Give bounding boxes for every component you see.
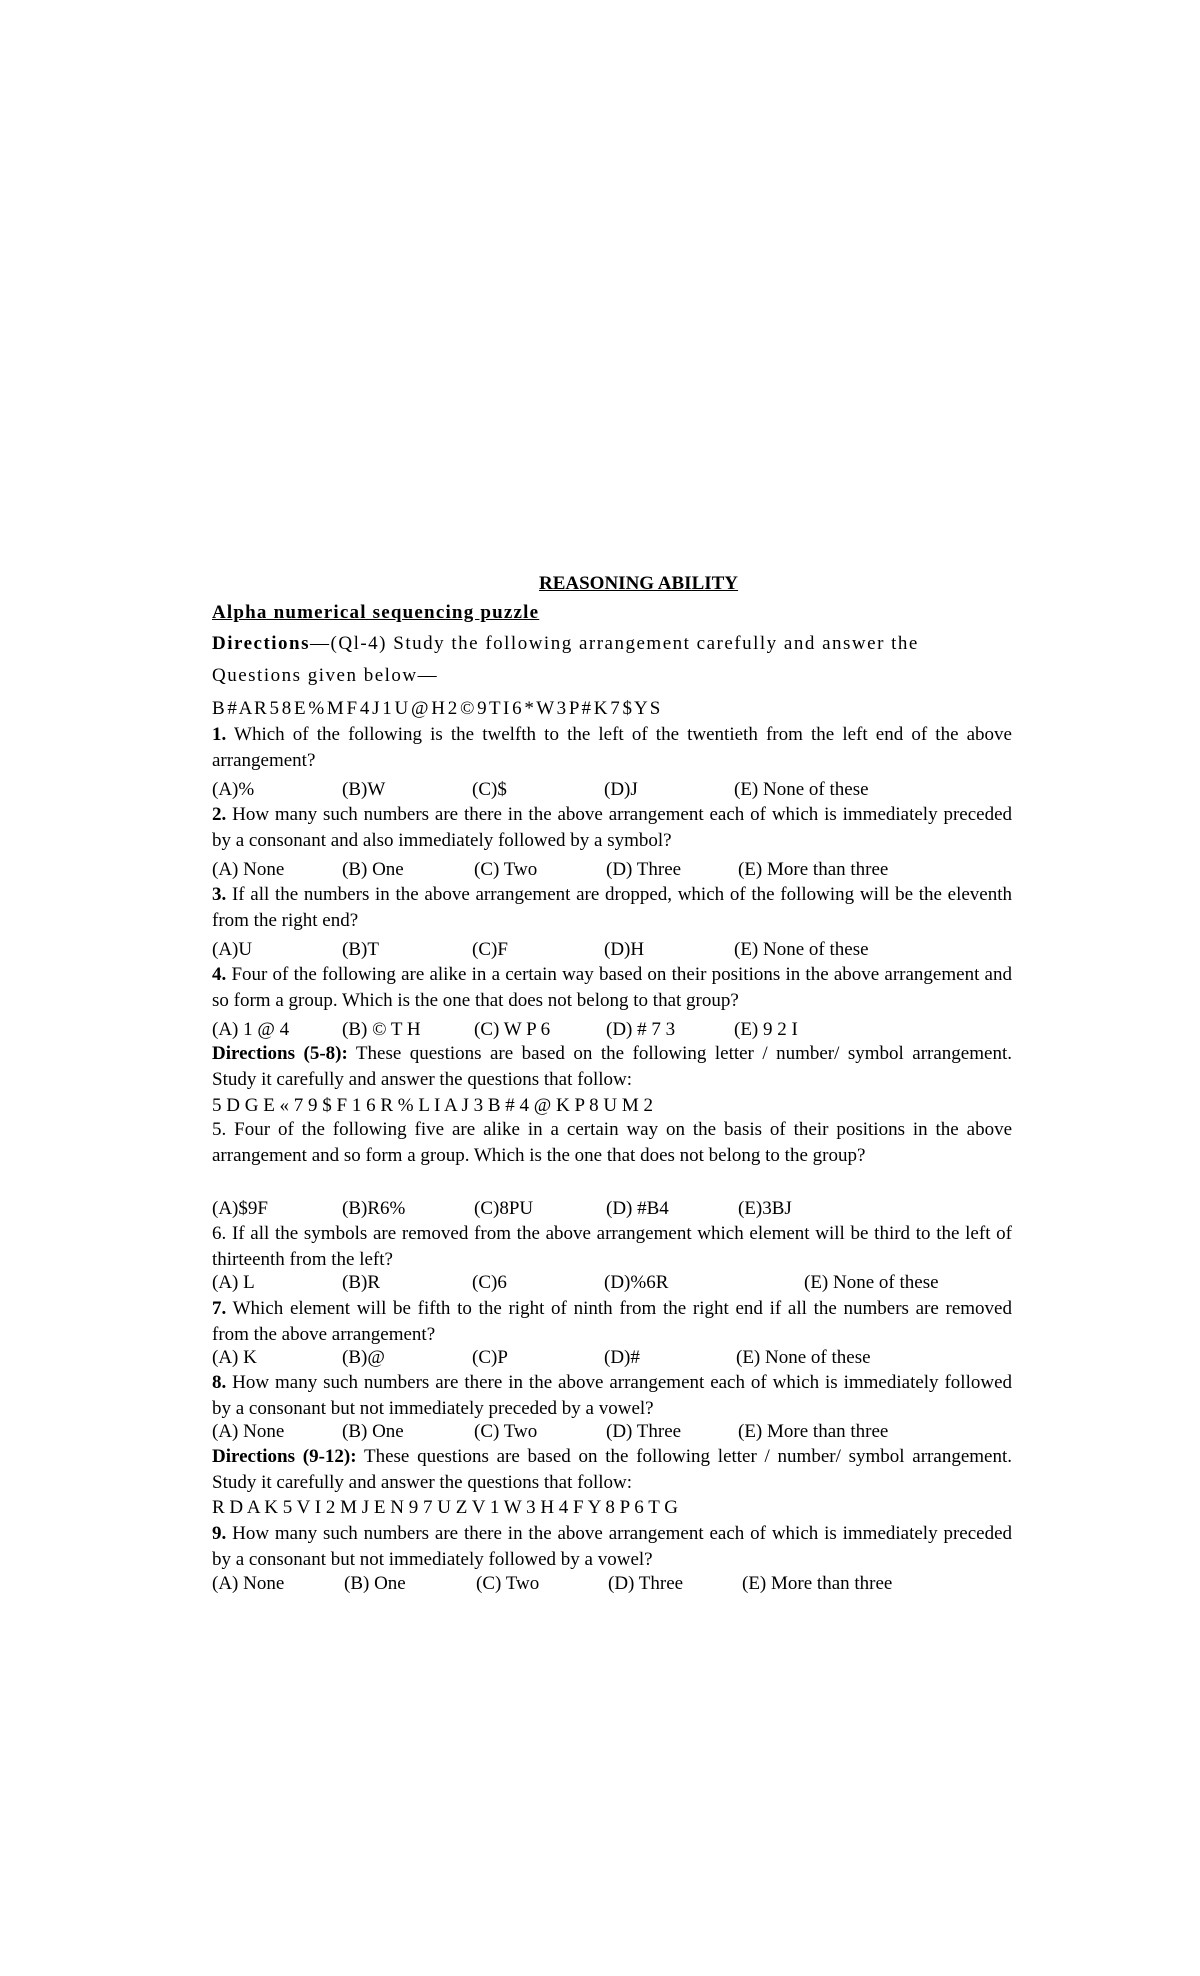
option-b: (B) One [342, 859, 404, 880]
question-number: 6. [212, 1223, 227, 1244]
option-e: (E)3BJ [738, 1198, 792, 1219]
question-number: 8. [212, 1372, 227, 1393]
option-d: (D)%6R [604, 1272, 669, 1293]
question-number: 5. [212, 1119, 227, 1140]
option-d: (D) Three [606, 1421, 682, 1442]
option-c: (C) Two [474, 859, 538, 880]
option-a: (A)U [212, 939, 253, 960]
directions-label: Directions (9-12): [212, 1446, 357, 1467]
option-e: (E) More than three [742, 1573, 893, 1594]
question-text: How many such numbers are there in the above arrangement each of which is immediately preceded by a consonant and also immediately followed by a symbol? [212, 804, 1012, 851]
option-b: (B)T [342, 939, 379, 960]
option-c: (C)P [472, 1347, 508, 1368]
option-d: (D)J [604, 779, 638, 800]
question-4 [212, 962, 1012, 1014]
option-e: (E) None of these [734, 779, 869, 800]
option-b: (B)R [342, 1272, 380, 1293]
options-q7 [212, 1346, 1012, 1370]
section-subtitle: Alpha numerical sequencing puzzle [212, 602, 540, 623]
question-number: 4. [212, 964, 227, 985]
arrangement-1: B # A R 5 8 E % M F 4 J 1 U @ H 2 © 9 T I 6 * W 3 P # K 7 $ Y S [212, 698, 661, 719]
question-text: Four of the following are alike in a certain way based on their positions in the above arrangement and so form a group. Which is the one that does not belong to that group? [212, 964, 1012, 1011]
option-a: (A) None [212, 859, 285, 880]
question-7 [212, 1296, 1012, 1348]
option-a: (A)% [212, 779, 255, 800]
option-c: (C) W P 6 [474, 1019, 551, 1040]
directions-q9-12 [212, 1444, 1012, 1496]
option-c: (C)$ [472, 779, 507, 800]
question-text: If all the symbols are removed from the above arrangement which element will be third to the left of thirteenth from the left? [212, 1223, 1012, 1270]
option-a: (A) None [212, 1421, 285, 1442]
option-e: (E) None of these [734, 939, 869, 960]
question-text: Which of the following is the twelfth to the left of the twentieth from the left end of the above arrangement? [212, 724, 1012, 771]
question-number: 1. [212, 724, 227, 745]
question-number: 2. [212, 804, 227, 825]
option-e: (E) 9 2 I [734, 1019, 798, 1040]
question-text: How many such numbers are there in the above arrangement each of which is immediately preceded by a consonant but not immediately followed by a vowel? [212, 1523, 1012, 1570]
options-q8 [212, 1420, 1012, 1444]
question-5 [212, 1117, 1012, 1169]
options-q2 [212, 858, 1012, 882]
directions-text: —(Ql-4) Study the following arrangement carefully and answer the [310, 633, 919, 654]
option-c: (C)F [472, 939, 508, 960]
directions-label: Directions [212, 633, 311, 654]
options-q6 [212, 1271, 1012, 1295]
question-text: Which element will be fifth to the right of ninth from the right end if all the numbers are removed from the above arrangement? [212, 1298, 1012, 1345]
option-c: (C) Two [474, 1421, 538, 1442]
options-q5 [212, 1197, 1012, 1221]
question-text: If all the numbers in the above arrangement are dropped, which of the following will be the eleventh from the right end? [212, 884, 1012, 931]
option-c: (C)6 [472, 1272, 507, 1293]
directions-text: These questions are based on the following letter / number/ symbol arrangement. Study it carefully and answer the questions that follow: [212, 1043, 1012, 1090]
question-number: 9. [212, 1523, 227, 1544]
option-e: (E) None of these [804, 1272, 939, 1293]
option-a: (A) K [212, 1347, 257, 1368]
option-d: (D)# [604, 1347, 640, 1368]
question-2 [212, 802, 1012, 854]
options-q3 [212, 938, 1012, 962]
arrangement-2: 5 D G E « 7 9 $ F 1 6 R % L I A J 3 B # 4 @ K P 8 U M 2 [212, 1095, 653, 1116]
directions-q5-8 [212, 1041, 1012, 1093]
option-d: (D) #B4 [606, 1198, 669, 1219]
option-b: (B)@ [342, 1347, 385, 1368]
option-a: (A)$9F [212, 1198, 268, 1219]
option-d: (D) Three [606, 859, 682, 880]
options-q1 [212, 778, 1012, 802]
option-a: (A) L [212, 1272, 255, 1293]
option-c: (C) Two [476, 1573, 540, 1594]
option-b: (B)W [342, 779, 386, 800]
option-a: (A) 1 @ 4 [212, 1019, 290, 1040]
option-d: (D) # 7 3 [606, 1019, 676, 1040]
question-text: How many such numbers are there in the above arrangement each of which is immediately followed by a consonant but not immediately preceded by a vowel? [212, 1372, 1013, 1419]
option-d: (D) Three [608, 1573, 684, 1594]
option-b: (B) © T H [342, 1019, 421, 1040]
option-b: (B)R6% [342, 1198, 406, 1219]
option-d: (D)H [604, 939, 645, 960]
option-b: (B) One [344, 1573, 406, 1594]
directions-text-continued: Questions given below— [212, 665, 439, 686]
options-q9 [212, 1572, 1012, 1596]
question-3 [212, 882, 1012, 934]
option-c: (C)8PU [474, 1198, 534, 1219]
arrangement-3: R D A K 5 V I 2 M J E N 9 7 U Z V 1 W 3 H 4 F Y 8 P 6 T G [212, 1497, 678, 1518]
page-title: REASONING ABILITY [539, 573, 739, 594]
question-9 [212, 1521, 1012, 1573]
option-e: (E) More than three [738, 1421, 889, 1442]
directions-label: Directions (5-8): [212, 1043, 348, 1064]
option-e: (E) None of these [736, 1347, 871, 1368]
question-8 [212, 1370, 1012, 1422]
question-6 [212, 1221, 1012, 1273]
question-number: 7. [212, 1298, 227, 1319]
option-b: (B) One [342, 1421, 404, 1442]
question-1 [212, 722, 1012, 774]
directions-text: These questions are based on the following letter / number/ symbol arrangement. Study it carefully and answer the questions that follow: [212, 1446, 1012, 1493]
option-e: (E) More than three [738, 859, 889, 880]
question-number: 3. [212, 884, 227, 905]
options-q4 [212, 1018, 1012, 1042]
question-text: Four of the following five are alike in a certain way on the basis of their positions in the above arrangement and so form a group. Which is the one that does not belong to the group? [212, 1119, 1013, 1166]
directions-q1-4 [212, 632, 919, 656]
option-a: (A) None [212, 1573, 285, 1594]
